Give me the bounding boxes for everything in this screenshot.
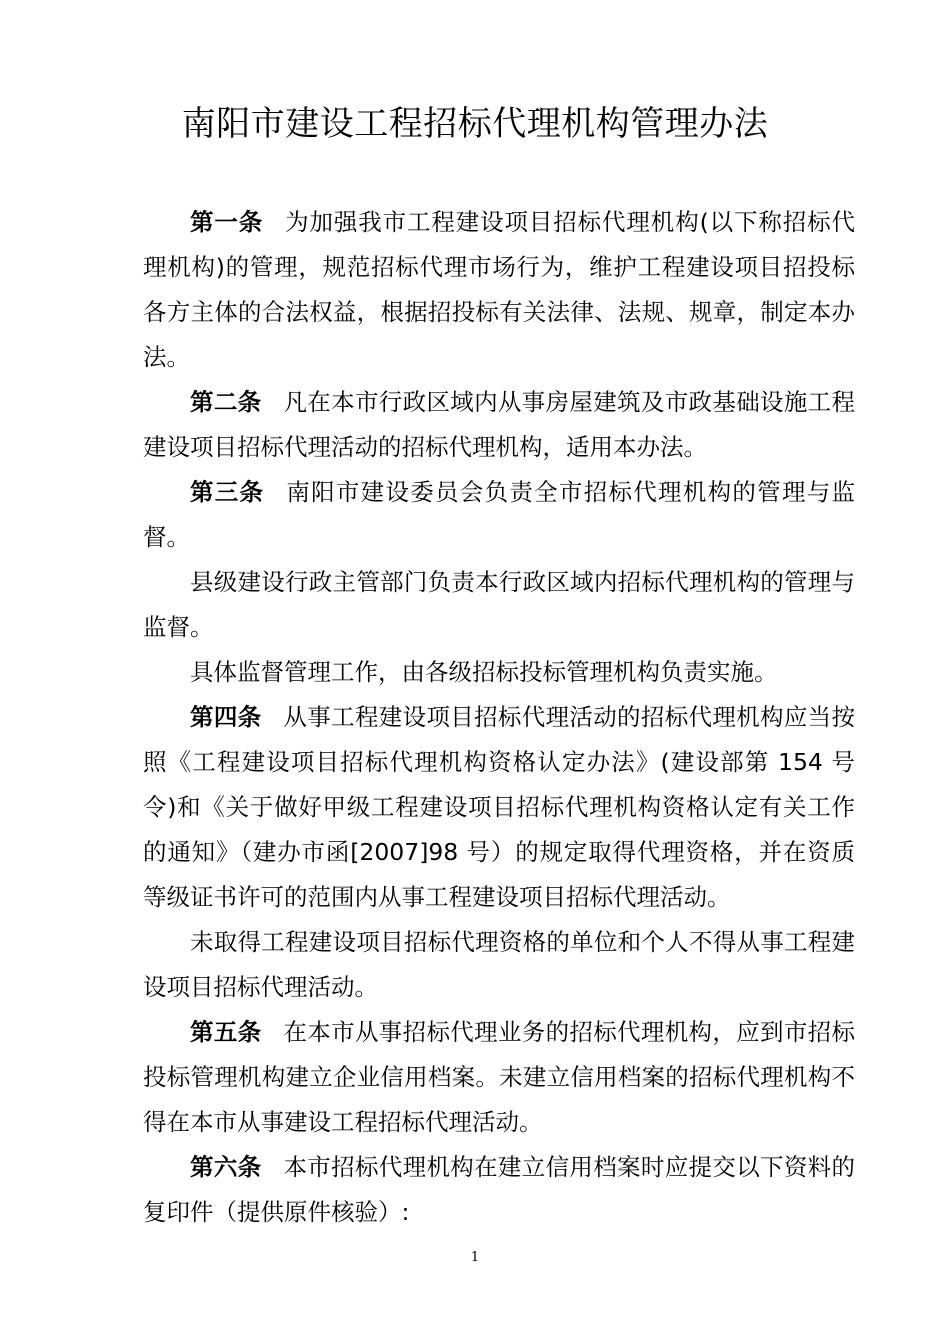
article-5 (143, 1010, 855, 1145)
page-number: 1 (470, 1250, 480, 1265)
article-3-sub-2 (143, 650, 855, 695)
article-label: 第六条 (190, 1153, 262, 1181)
article-2 (143, 380, 855, 470)
document-title: 南阳市建设工程招标代理机构管理办法 (181, 104, 769, 144)
paragraph-text: 未取得工程建设项目招标代理资格的单位和个人不得从事工程建设项目招标代理活动。 (143, 928, 855, 1001)
article-6 (143, 1145, 855, 1235)
article-label: 第一条 (190, 208, 264, 236)
article-3-sub-1 (143, 560, 855, 650)
article-text: 从事工程建设项目招标代理活动的招标代理机构应当按照《工程建设项目招标代理机构资格认定办法》(建设部第 154 号令)和《关于做好甲级工程建设项目招标代理机构资格认定有关工作的通知》（建办市函[2007]98 号）的规定取得代理资格，并在资质等级证书许可的范围内从事工程建设项目招标代理活动。 (143, 703, 856, 911)
article-label: 第四条 (190, 703, 262, 731)
paragraph-text: 具体监督管理工作，由各级招标投标管理机构负责实施。 (190, 658, 778, 686)
document-body (143, 200, 855, 1235)
article-4 (143, 695, 855, 920)
article-3 (143, 470, 855, 560)
article-1 (143, 200, 855, 380)
article-text: 南阳市建设委员会负责全市招标代理机构的管理与监督。 (143, 478, 856, 551)
paragraph-text: 县级建设行政主管部门负责本行政区域内招标代理机构的管理与监督。 (143, 568, 855, 641)
article-label: 第五条 (190, 1018, 262, 1046)
article-text: 本市招标代理机构在建立信用档案时应提交以下资料的复印件（提供原件核验）: (143, 1153, 856, 1226)
article-text: 凡在本市行政区域内从事房屋建筑及市政基础设施工程建设项目招标代理活动的招标代理机构，适用本办法。 (143, 388, 856, 461)
article-text: 在本市从事招标代理业务的招标代理机构，应到市招标投标管理机构建立企业信用档案。未建立信用档案的招标代理机构不得在本市从事建设工程招标代理活动。 (143, 1018, 856, 1136)
article-text: 为加强我市工程建设项目招标代理机构(以下称招标代理机构)的管理，规范招标代理市场行为，维护工程建设项目招投标各方主体的合法权益，根据招投标有关法律、法规、规章，制定本办法。 (143, 208, 856, 371)
article-4-sub-1 (143, 920, 855, 1010)
article-label: 第三条 (190, 478, 265, 506)
article-label: 第二条 (190, 388, 262, 416)
